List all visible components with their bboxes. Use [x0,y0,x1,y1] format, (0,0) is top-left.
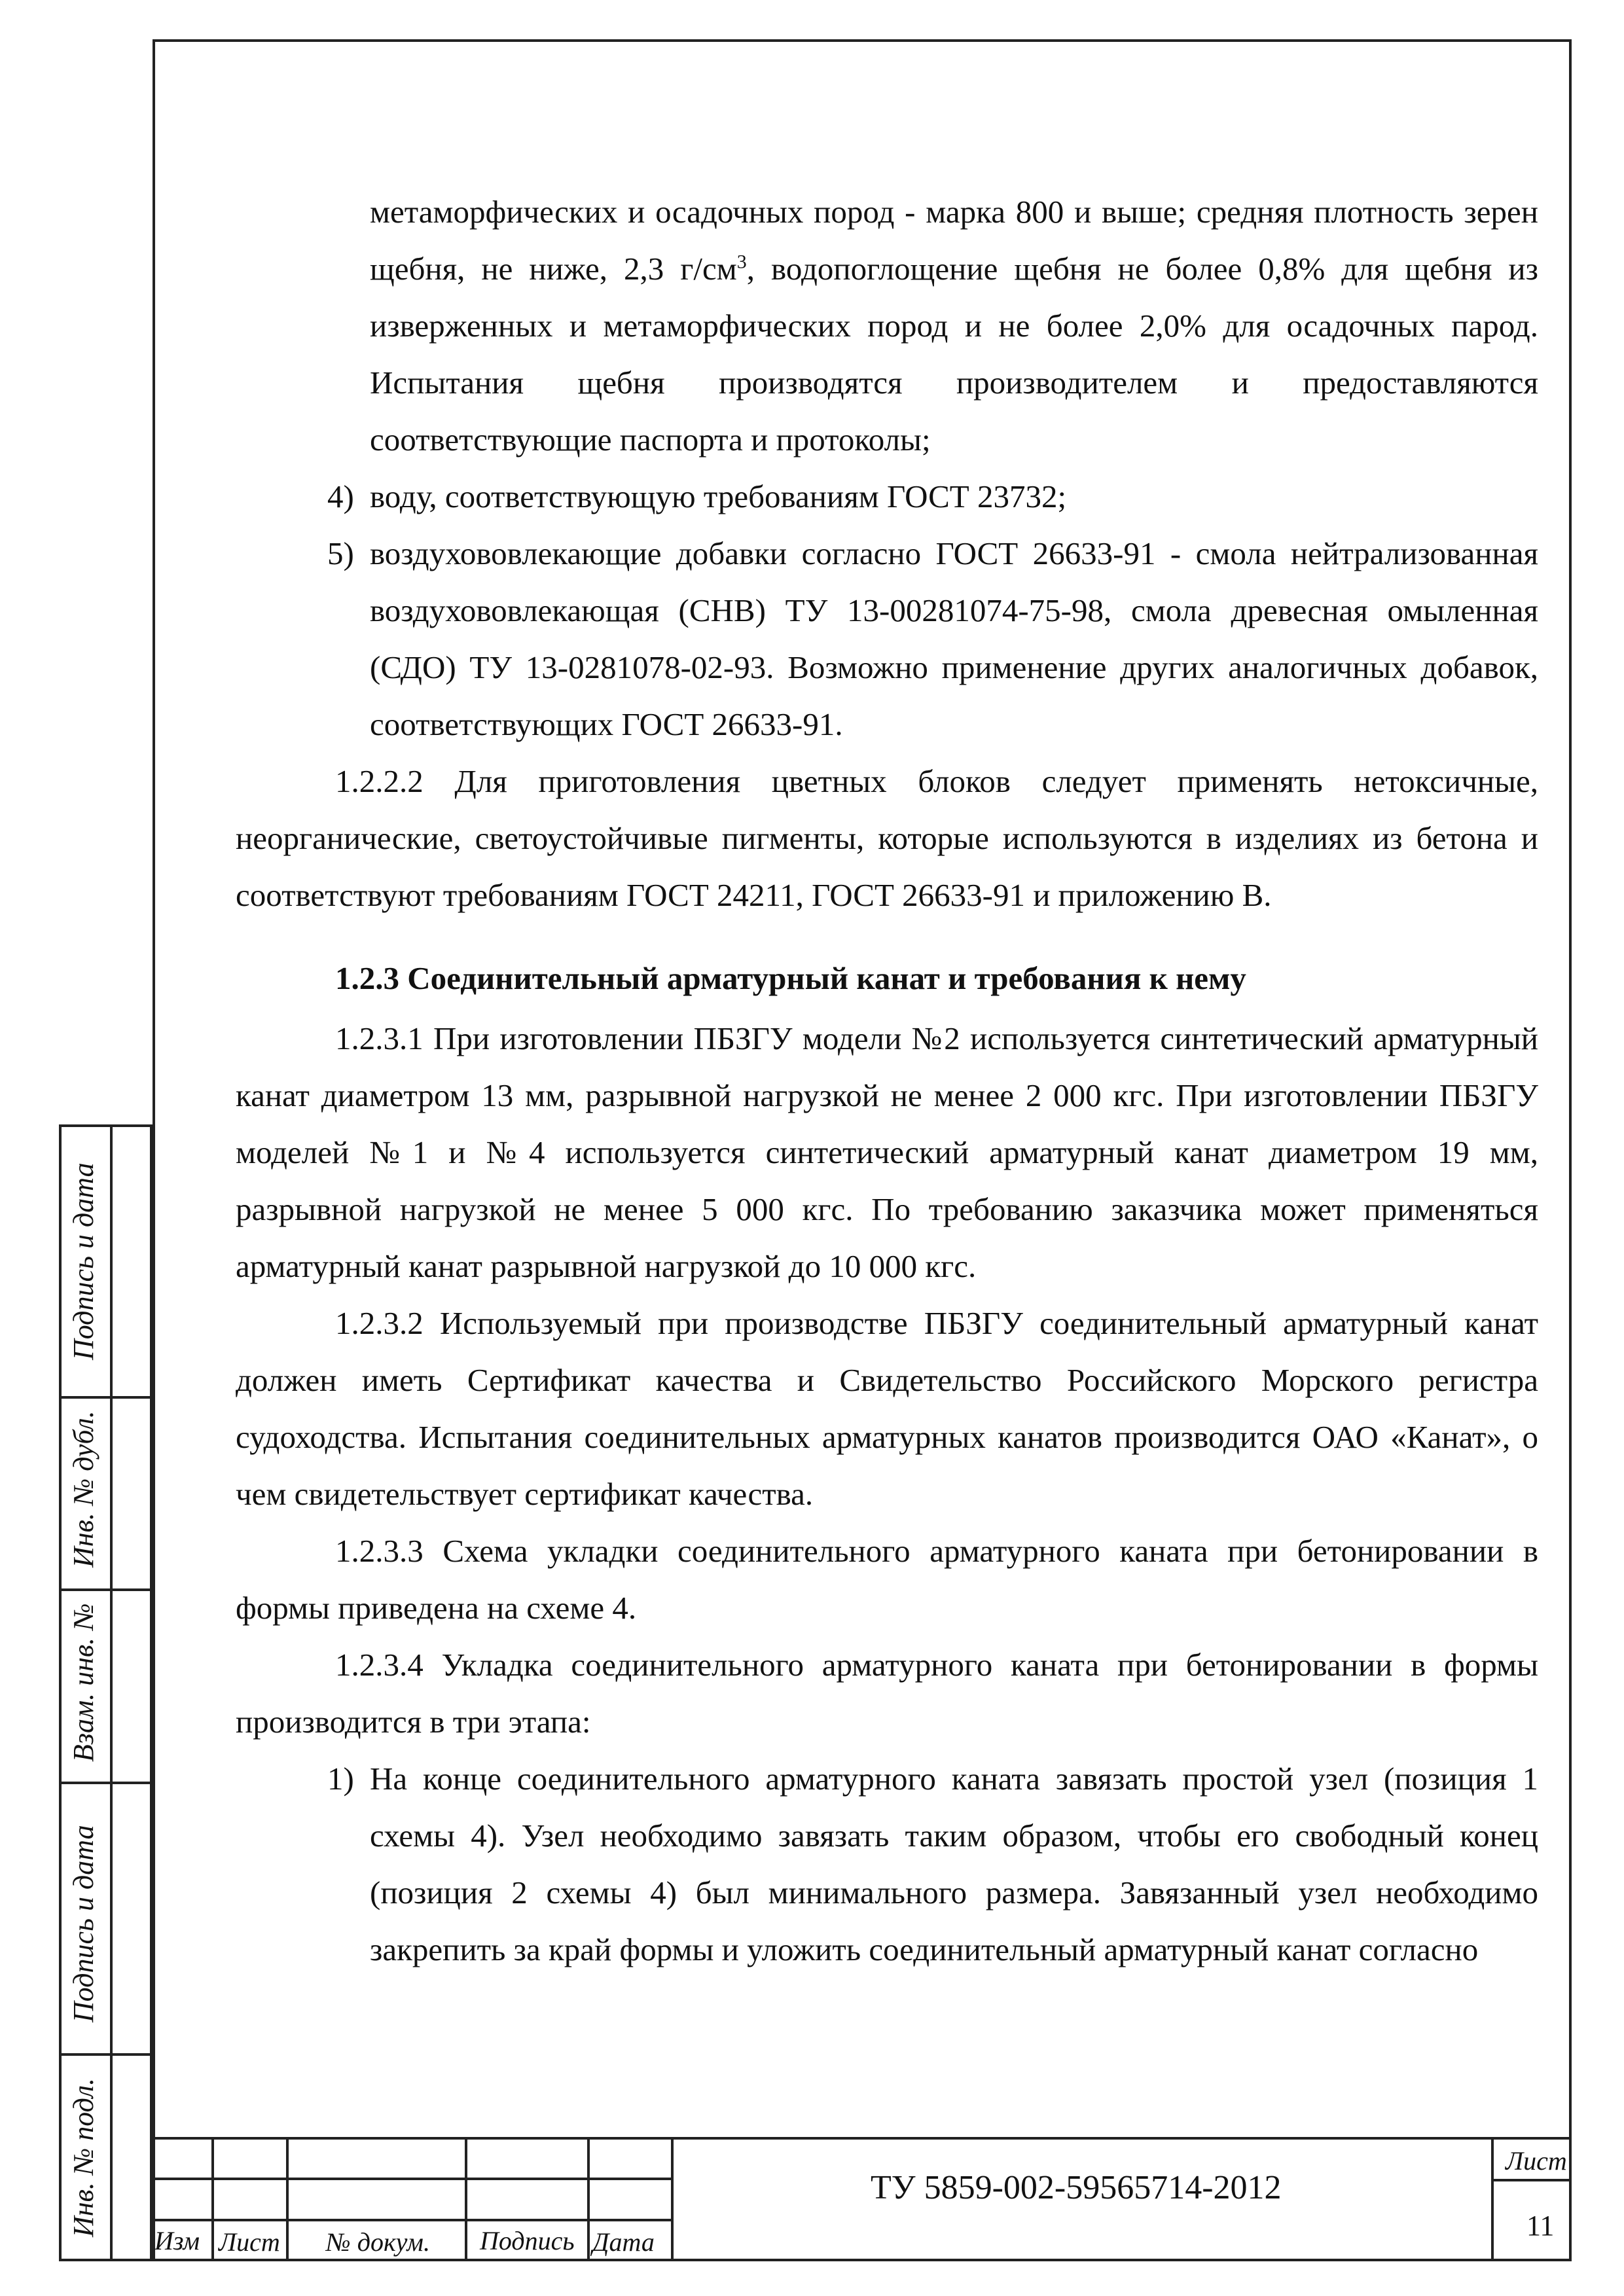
side-row-divider [59,1396,153,1399]
paragraph-1-2-3-4: 1.2.3.4 Укладка соединительного арматурного каната при бетонировании в формы производится в три этапа: [236,1647,1538,1740]
title-block-col-line [286,2137,289,2261]
sheet-label: Лист [1506,2146,1567,2176]
list-number: 5) [327,535,354,571]
col-label-list: Лист [219,2227,280,2257]
section-heading: 1.2.3 Соединительный арматурный канат и требования к нему [335,960,1246,996]
side-label-replace-inv: Взам. инв. № [67,1603,99,1762]
list-text: На конце соединительного арматурного каната завязать простой узел (позиция 1 схемы 4). Узел необходимо завязать таким образом, чтобы его свободный конец (позиция 2 схемы 4) был минимального размера. Завязанный узел необходимо закрепить за край формы и уложить соединительный арматурный канат согласно [370,1761,1538,1967]
title-block-row-line [153,2219,671,2221]
side-row-divider [59,2053,153,2056]
side-label-orig-inv: Инв. № подл. [67,2077,99,2237]
list-text: воду, соответствующую требованиям ГОСТ 23732; [370,478,1067,514]
col-label-signature: Подпись [480,2226,575,2255]
list-item-5 [236,525,1538,753]
side-row-divider [59,1782,153,1784]
paragraph-1-2-3-2: 1.2.3.2 Используемый при производстве ПБЗГУ соединительный арматурный канат должен иметь Сертификат качества и Свидетельство Российского Морского регистра судоходства. Испытания соединительных арматурных канатов производится ОАО «Канат», о чем свидетельствует сертификат качества. [236,1305,1538,1512]
title-block-col-line [1491,2137,1494,2261]
title-block-col-line [465,2137,467,2261]
side-label-sign-date-2: Подпись и дата [67,1825,99,2022]
side-row-divider [59,1588,153,1591]
text-line: из изверженных и метаморфических пород и не более 2,0% для осадочных парод. [370,251,1539,344]
continued-paragraph [236,183,1538,468]
title-block-col-line [671,2137,674,2261]
col-label-date: Дата [592,2227,655,2257]
paragraph-1-2-3-1: 1.2.3.1 При изготовлении ПБЗГУ модели №2 используется синтетический арматурный канат диаметром 13 мм, разрывной нагрузкой не менее 2 000 кгс. При изготовлении ПБЗГУ моделей №1 и №4 используется синтетический арматурный канат диаметром 19 мм, разрывной нагрузкой не менее 5 000 кгс. По требованию заказчика может применяться арматурный канат разрывной нагрузкой до 10 000 кгс. [236,1020,1538,1284]
sheet-cell-divider [1491,2179,1572,2181]
document-body [236,183,1538,1978]
list-item-1 [236,1750,1538,1978]
title-block-col-line [211,2137,214,2261]
col-label-doc-number: № докум. [326,2227,430,2257]
side-stamp-divider [110,1124,113,2261]
col-label-izm: Изм [154,2226,200,2255]
list-item-4 [236,468,1538,525]
text-line: зерен щебня, не ниже, 2,3 г/см [370,194,1538,287]
text-line: Испытания щебня производятся производителем и предоставляются [370,365,1538,401]
list-text: воздухововлекающие добавки согласно ГОСТ 26633-91 - смола нейтрализованная воздухововлекающая (СНВ) ТУ 13-00281074-75-98, смола древесная омыленная (СДО) ТУ 13-0281078-02-93. Возможно применение других аналогичных добавок, соответствующих ГОСТ 26633-91. [370,535,1538,742]
list-number: 4) [327,478,354,514]
sheet-number: 11 [1526,2210,1555,2242]
title-block-col-line [587,2137,590,2261]
title-block-top-border [153,2137,1572,2140]
paragraph-1-2-2-2: 1.2.2.2 Для приготовления цветных блоков следует применять нетоксичные, неорганические, светоустойчивые пигменты, которые используются в изделиях из бетона и соответствуют требованиям ГОСТ 24211, ГОСТ 26633-91 и приложению В. [236,763,1538,913]
document-code: ТУ 5859-002-59565714-2012 [871,2169,1282,2206]
text-line: соответствующие паспорта и протоколы; [370,422,931,457]
text-line: , водопоглощение щебня не более 0,8% для щебня [746,251,1492,287]
side-label-sign-date: Подпись и дата [67,1162,99,1360]
paragraph-1-2-3-3: 1.2.3.3 Схема укладки соединительного арматурного каната при бетонировании в формы приведена на схеме 4. [236,1533,1538,1626]
superscript: 3 [736,251,747,273]
side-label-dup-inv: Инв. № дубл. [67,1410,99,1568]
text-line: метаморфических и осадочных пород - марка 800 и выше; средняя плотность [370,194,1454,230]
list-number: 1) [327,1761,354,1797]
title-block-row-line [153,2178,671,2180]
